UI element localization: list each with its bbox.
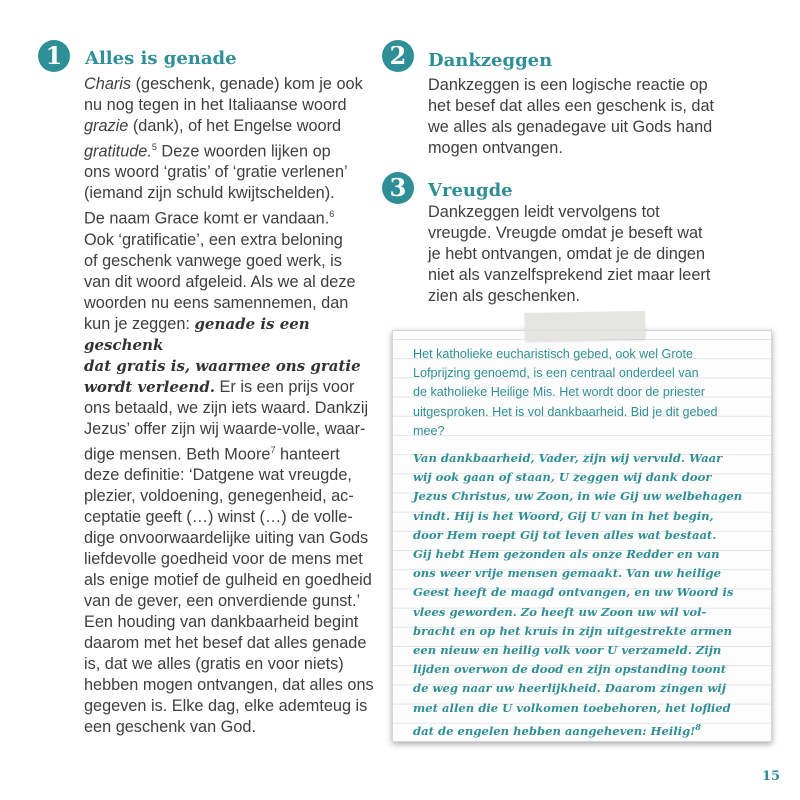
text-line: een nieuw en heilig volk voor U verzameld. Zijn [413, 643, 722, 658]
section-number-3: 3 [382, 172, 414, 204]
text-line: mee? [413, 423, 445, 438]
text-line: vlees geworden. Zo heeft uw Zoon uw wil vol- [413, 604, 707, 619]
text-line: niet als vanzelfsprekend ziet maar leert [428, 266, 711, 284]
section-body-2 [428, 75, 768, 159]
body-line: gegeven is. Elke dag, elke ademteug is [84, 697, 368, 716]
body-line: Ook ‘gratificatie’, een extra beloning [84, 230, 343, 249]
text-line: de katholieke Heilige Mis. Het wordt door de priester [413, 385, 705, 400]
body-line: een geschenk van God. [84, 718, 256, 737]
section-number-1: 1 [38, 40, 70, 72]
body-line: wordt verleend. Er is een prijs voor [84, 377, 355, 396]
body-line: dat gratis is, waarmee ons gratie [84, 356, 361, 375]
text-line: Jezus Christus, uw Zoon, in wie Gij uw welbehagen [413, 489, 743, 504]
text-line: bracht en op het kruis in zijn uitgestrekte armen [413, 623, 733, 638]
body-line: ceptatie geeft (…) winst (…) de volle- [84, 508, 353, 527]
text-line: Dankzeggen is een logische reactie op [428, 76, 708, 94]
body-line: gratitude.$^5$ Deze woorden lijken op [84, 142, 331, 161]
body-line: is, dat we alles (gratis en voor niets) [84, 655, 344, 674]
body-line: hebben mogen ontvangen, dat alles ons [84, 676, 374, 695]
body-line: van dit woord afgeleid. Als we al deze [84, 272, 356, 291]
footnote-marker: 8 [695, 721, 701, 732]
body-line: van de gever, een onverdiende gunst.’ [84, 592, 361, 611]
body-line: liefdevolle goedheid voor de mens met [84, 550, 363, 569]
body-line: deze definitie: ‘Datgene wat vreugde, [84, 466, 352, 485]
text-line: Van dankbaarheid, Vader, zijn wij vervuld. Waar [413, 451, 723, 465]
text-line: Lofprijzing genoemd, is een centraal onderdeel van [413, 366, 699, 381]
body-line: dige onvoorwaardelijke uiting van Gods [84, 529, 369, 548]
text-line: we alles als genadegave uit Gods hand [428, 118, 713, 136]
section-number-2: 2 [382, 40, 414, 72]
text-line: met allen die U volkomen toebehoren, het loflied [413, 700, 731, 715]
body-line: ons betaald, we zijn iets waard. Dankzij [84, 398, 369, 417]
text-line: mogen ontvangen. [428, 139, 563, 157]
body-line: Een houding van dankbaarheid begint [84, 613, 359, 632]
section-body-1 [84, 74, 384, 738]
body-line: dige mensen. Beth Moore$^7$ hanteert [84, 444, 340, 464]
card-intro-text [413, 345, 763, 441]
card-prayer-text [413, 449, 768, 741]
body-line: De naam Grace komt er vandaan.$^6$ [84, 209, 335, 228]
body-line: woorden nu eens samennemen, dan [84, 293, 349, 312]
body-line: ons woord ‘gratis’ of ‘gratie verlenen’ [84, 163, 348, 182]
body-line: nu nog tegen in het Italiaanse woord [84, 96, 347, 114]
body-line: grazie (dank), of het Engelse woord [84, 117, 342, 135]
body-line: Charis (geschenk, genade) kom je ook [84, 75, 363, 93]
section-heading-2: Dankzeggen [428, 50, 553, 71]
text-line: Geest heeft de maagd ontvangen, en uw Woord is [413, 585, 734, 600]
section-heading-3: Vreugde [428, 180, 513, 201]
text-line: Dankzeggen leidt vervolgens tot [428, 203, 660, 221]
text-line: het besef dat alles een geschenk is, dat [428, 97, 715, 115]
page-number: 15 [762, 769, 781, 784]
text-line: de weg naar uw heerlijkheid. Daarom zingen wij [413, 681, 726, 696]
body-line: als enige motief de gulheid en goedheid [84, 571, 372, 590]
text-line: uitgesproken. Het is vol dankbaarheid. Bid je dit gebed [413, 404, 718, 419]
text-line: vindt. Hij is het Woord, Gij U van in het begin, [413, 508, 714, 523]
text-line: vreugde. Vreugde omdat je beseft wat [428, 224, 703, 242]
section-body-3 [428, 202, 768, 307]
text-line: Het katholieke eucharistisch gebed, ook wel Grote [413, 347, 694, 361]
text-line: Gij hebt Hem gezonden als onze Redder en van [413, 547, 720, 562]
tape-strip [525, 311, 645, 341]
body-line: daarom met het besef dat alles genade [84, 634, 367, 653]
text-line: ons weer vrije mensen gemaakt. Van uw heilige [413, 566, 721, 581]
text-line: zien als geschenken. [428, 287, 581, 305]
body-line: of geschenk vanwege goed werk, is [84, 251, 342, 270]
text-line: door Hem roept Gij tot leven alles wat bestaat. [413, 527, 717, 542]
prayer-note-card [392, 330, 772, 742]
body-line: Jezus’ offer zijn wij waarde-volle, waar- [84, 419, 366, 438]
body-line: plezier, voldoening, genegenheid, ac- [84, 487, 354, 506]
text-line: wij ook gaan of staan, U zeggen wij dank door [413, 470, 712, 485]
section-heading-1: Alles is genade [85, 48, 237, 69]
body-line: (iemand zijn schuld kwijtschelden). [84, 184, 335, 203]
text-line: dat de engelen hebben aangeheven: Heilig!$^8$ [413, 721, 701, 738]
text-line: lijden overwon de dood en zijn opstanding toont [413, 662, 727, 677]
body-line: kun je zeggen: genade is een geschenk [84, 314, 310, 354]
text-line: je hebt ontvangen, omdat je de dingen [428, 245, 705, 263]
